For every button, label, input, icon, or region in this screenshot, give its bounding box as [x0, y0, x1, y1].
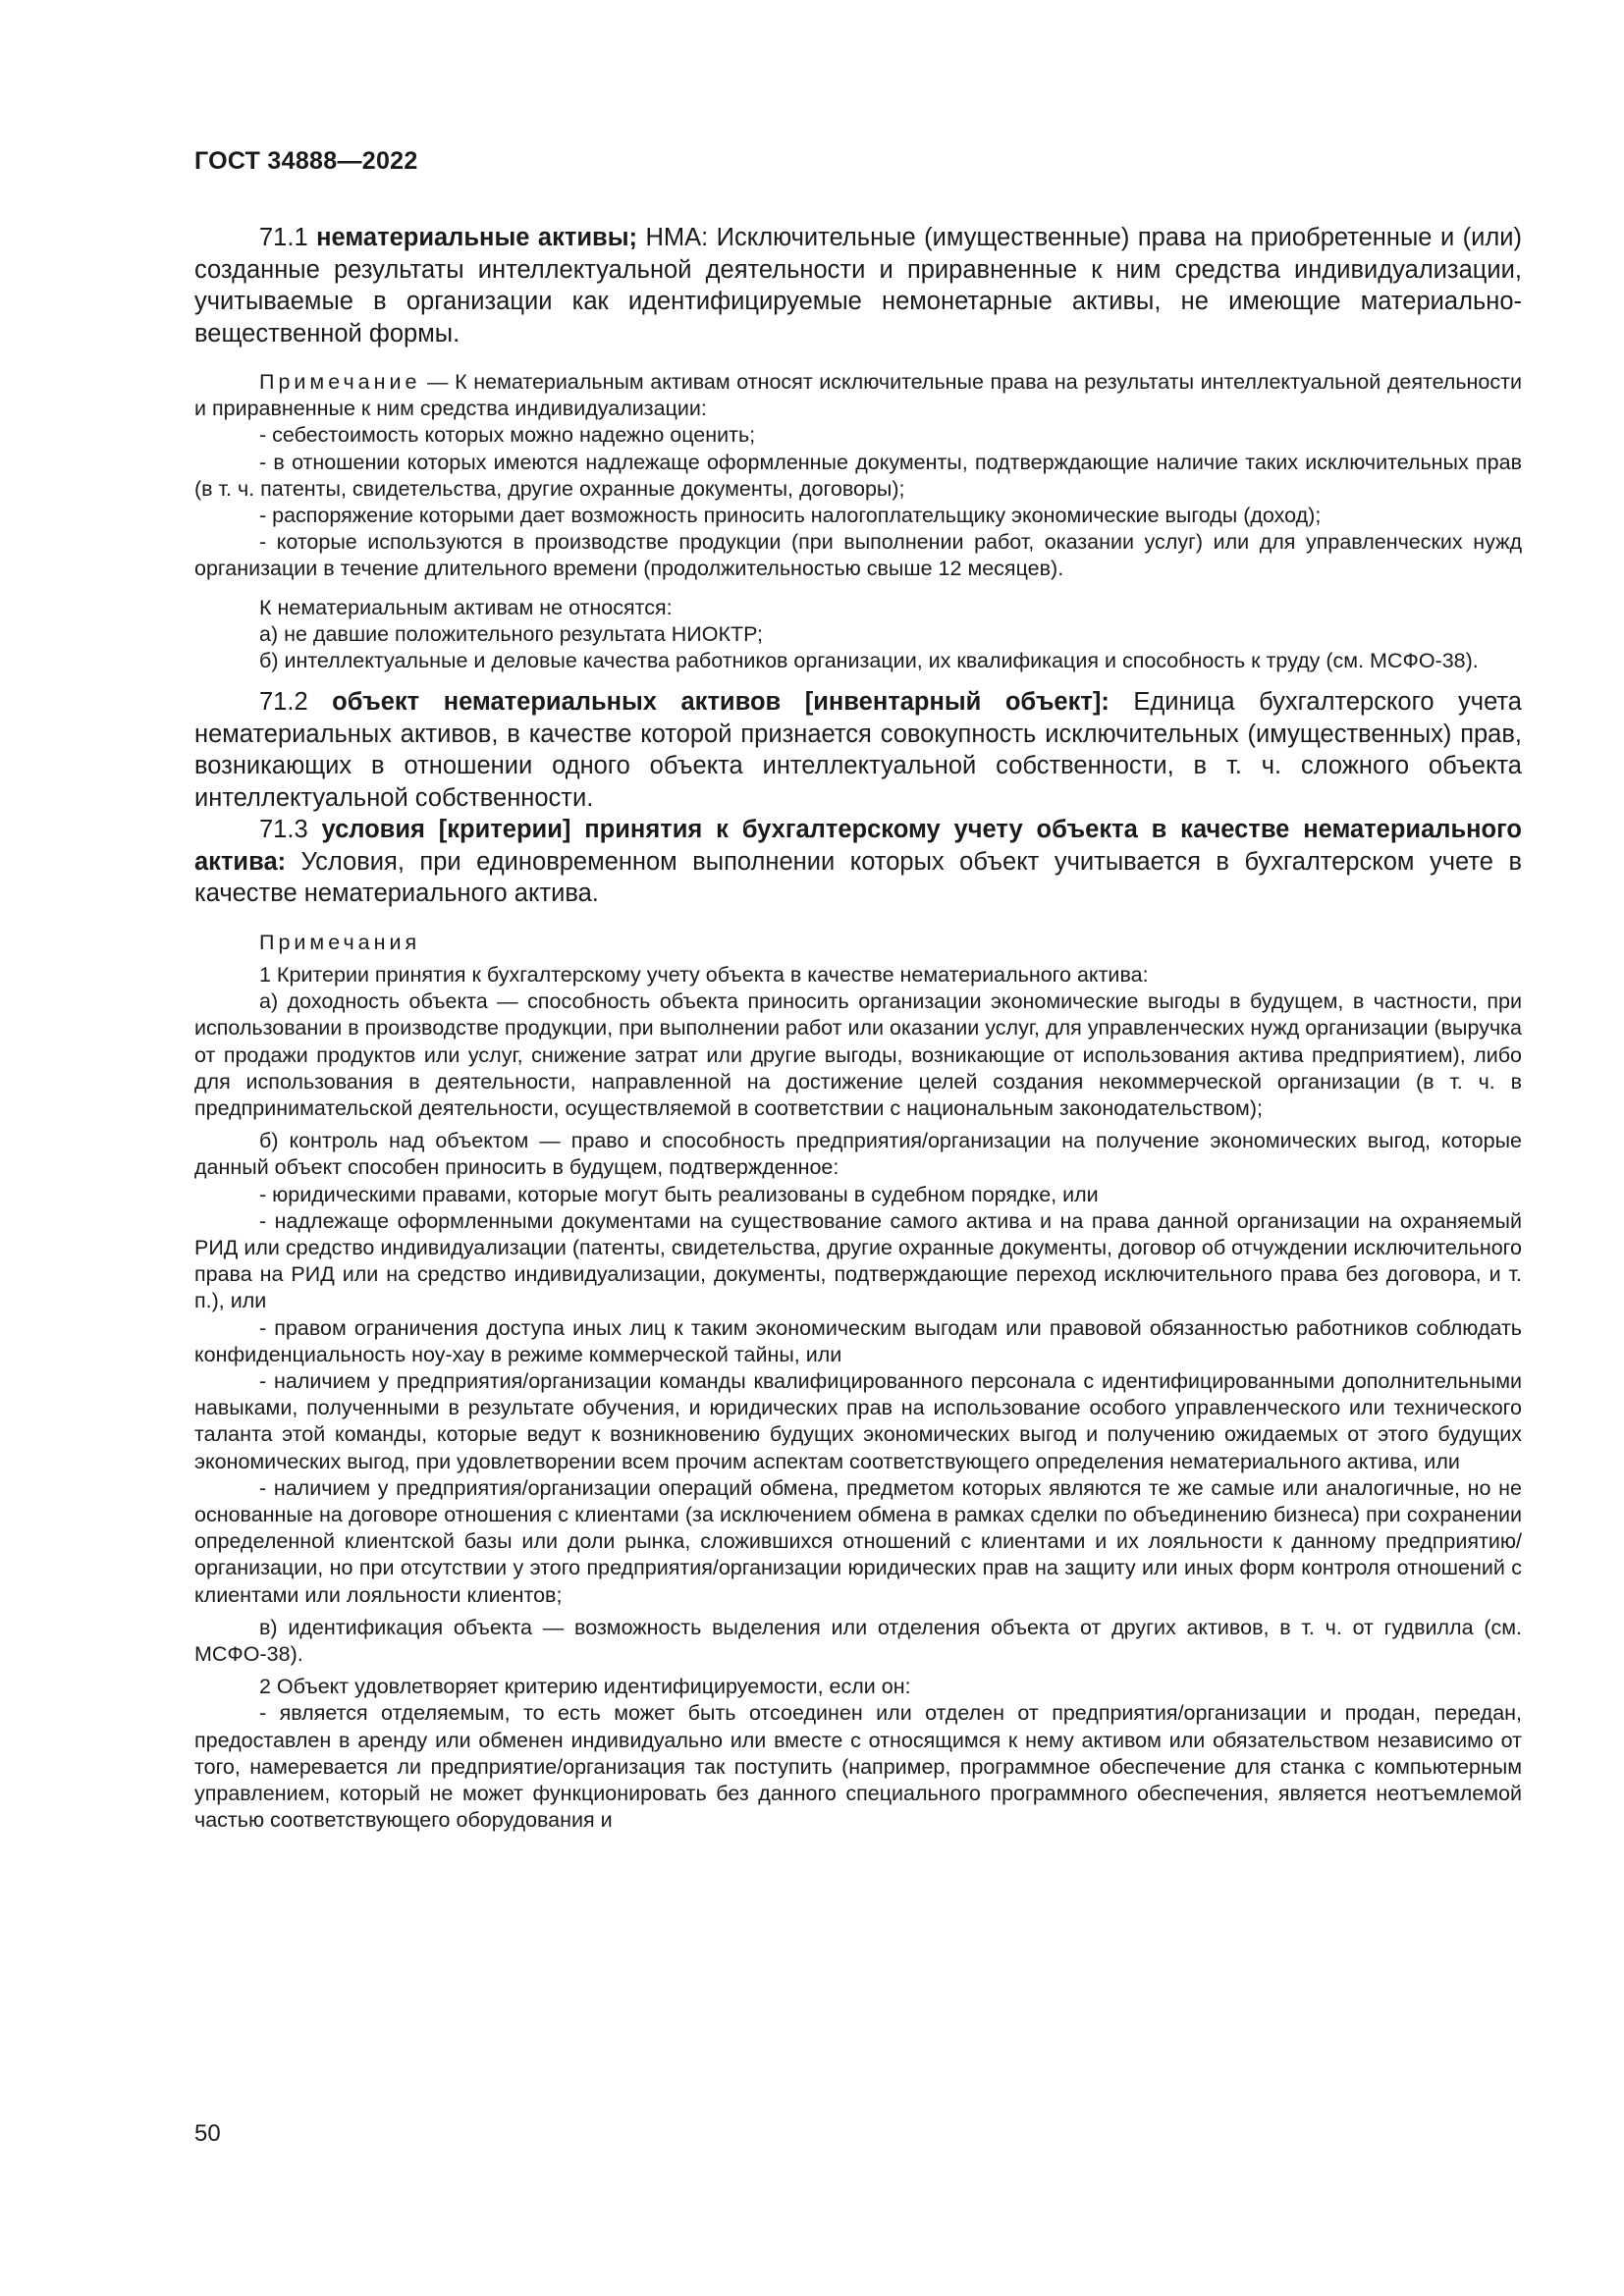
- note-list-item: - распоряжение которыми дает возможность приносить налогоплательщику экономические выгоды (доход);: [259, 504, 1322, 528]
- term-title: объект нематериальных активов [инвентарный объект]:: [332, 688, 1110, 717]
- note-text: — К нематериальным активам относят исключительные права на результаты интеллектуальной деятельности и приравненные к ним средства индивидуализации:: [194, 370, 1522, 421]
- note-list-item: - которые используются в производстве продукции (при выполнении работ, оказании услуг) или для управленческих нужд организации в течение длительного времени (продолжительностью свыше 12 месяцев).: [194, 530, 1522, 581]
- note-list-item: - себестоимость которых можно надежно оценить;: [259, 423, 756, 448]
- note-b-list-item: - наличием у предприятия/организации команды квалифицированного персонала с идентифицированными дополнительными навыками, полученными в результате обучения, и юридических прав на использование особого управленческого или технического таланта этой команды, которые ведут к возникновению будущих экономических выгод и получению ожидаемых от этого будущих экономических выгод, при удовлетворении всем прочим аспектам соответствующего определения нематериального актива, или: [194, 1368, 1522, 1473]
- note-not-intro: К нематериальным активам не относятся:: [259, 595, 673, 619]
- term-71-1: [194, 222, 1522, 349]
- note-2-list-item: - является отделяемым, то есть может быть отсоединен или отделен от предприятия/организации и продан, передан, предоставлен в аренду или обменен индивидуально или вместе с относящимся к нему активом или обязательством независимо от того, намеревается ли предприятие/организация так поступить (например, программное обеспечение для станка с компьютерным управлением, который не может функционировать без данного специального программного обеспечения, является неотъемлемой частью соответствующего оборудования и: [194, 1701, 1522, 1833]
- term-71-2: [194, 686, 1522, 814]
- page-number: 50: [194, 2120, 221, 2147]
- term-title: нематериальные активы;: [316, 224, 637, 251]
- page-content: [194, 222, 1522, 1834]
- clause-number: 71.2: [259, 688, 333, 717]
- note-b-list-item: - надлежаще оформленными документами на существование самого актива и на права данной организации на охраняемый РИД или средство индивидуализации (патенты, свидетельства, другие охранные документы, договор об отчуждении исключительного права на РИД или на средство индивидуализации, документы, подтверждающие переход исключительного права без договора, и т. п.), или: [194, 1208, 1522, 1313]
- clause-number: 71.1: [259, 224, 317, 251]
- note-1-item-b: б) контроль над объектом — право и способность предприятия/организации на получение экономических выгод, которые данный объект способен приносить в будущем, подтвержденное:: [194, 1129, 1522, 1180]
- clause-number: 71.3: [259, 816, 322, 844]
- note-b-list-item: - наличием у предприятия/организации операций обмена, предметом которых являются те же самые или аналогичные, но не основанные на договоре отношения с клиентами (за исключением обмена в рамках сделки по объединению бизнеса) при сохранении определенной клиентской базы или доли рынка, сложившихся отношений с клиентами и их лояльности к данному предприятию/организации, но при отсутствии у этого предприятия/организации юридических прав на защиту или иных форм контроля отношений с клиентами или лояльности клиентов;: [194, 1475, 1522, 1607]
- note-1-item-a: а) доходность объекта — способность объекта приносить организации экономические выгоды в будущем, в частности, при использовании в производстве продукции, при выполнении работ или оказании услуг, для управленческих нужд организации (выручка от продажи продуктов или услуг, снижение затрат или другие выгоды, возникающие от использования актива предприятием), либо для использования в деятельности, направленной на достижение целей создания некоммерческой организации (в т. ч. в предпринимательской деятельности, осуществляемой в соответствии с национальным законодательством);: [194, 989, 1522, 1120]
- note-b-list-item: - правом ограничения доступа иных лиц к таким экономическим выгодам или правовой обязанностью работников соблюдать конфиденциальность ноу-хау в режиме коммерческой тайны, или: [194, 1315, 1522, 1366]
- note-b-list-item: - юридическими правами, которые могут быть реализованы в судебном порядке, или: [259, 1182, 1099, 1206]
- note-not-item: б) интеллектуальные и деловые качества работников организации, их квалификация и способность к труду (см. МСФО-38).: [259, 649, 1479, 673]
- note-label: Примечание: [259, 370, 421, 394]
- note-2-intro: 2 Объект удовлетворяет критерию идентифицируемости, если он:: [259, 1675, 911, 1699]
- notes-label: Примечания: [259, 930, 421, 954]
- note-1-intro: 1 Критерии принятия к бухгалтерскому учету объекта в качестве нематериального актива:: [259, 962, 1149, 987]
- note-71-1: [194, 369, 1522, 422]
- note-1-item-c: в) идентификация объекта — возможность выделения или отделения объекта от других активов, в т. ч. от гудвилла (см. МСФО-38).: [194, 1615, 1522, 1667]
- term-definition: Единица бухгалтерского учета нематериальных активов, в качестве которой признается совокупность исключительных (имущественных) прав, возникающих в отношении одного объекта интеллектуальной собственности, в т. ч. сложного объекта интеллектуальной собственности.: [194, 688, 1522, 812]
- note-not-item: а) не давшие положительного результата НИОКТР;: [259, 621, 763, 646]
- term-definition: НМА: Исключительные (имущественные) права на приобретенные и (или) созданные результаты интеллектуальной деятельности и приравненные к ним средства индивидуализации, учитываемые в организации как идентифицируемые немонетарные активы, не имеющие материально-вещественной формы.: [194, 224, 1523, 347]
- term-title: условия [критерии] принятия к бухгалтерскому учету объекта в качестве нематериального актива:: [194, 816, 1522, 876]
- term-71-3: [194, 814, 1522, 910]
- note-list-item: - в отношении которых имеются надлежаще оформленные документы, подтверждающие наличие таких исключительных прав (в т. ч. патенты, свидетельства, другие охранные документы, договоры);: [194, 450, 1522, 501]
- term-definition: Условия, при единовременном выполнении которых объект учитывается в бухгалтерском учете в качестве нематериального актива.: [194, 847, 1522, 908]
- document-code-header: ГОСТ 34888—2022: [194, 147, 418, 175]
